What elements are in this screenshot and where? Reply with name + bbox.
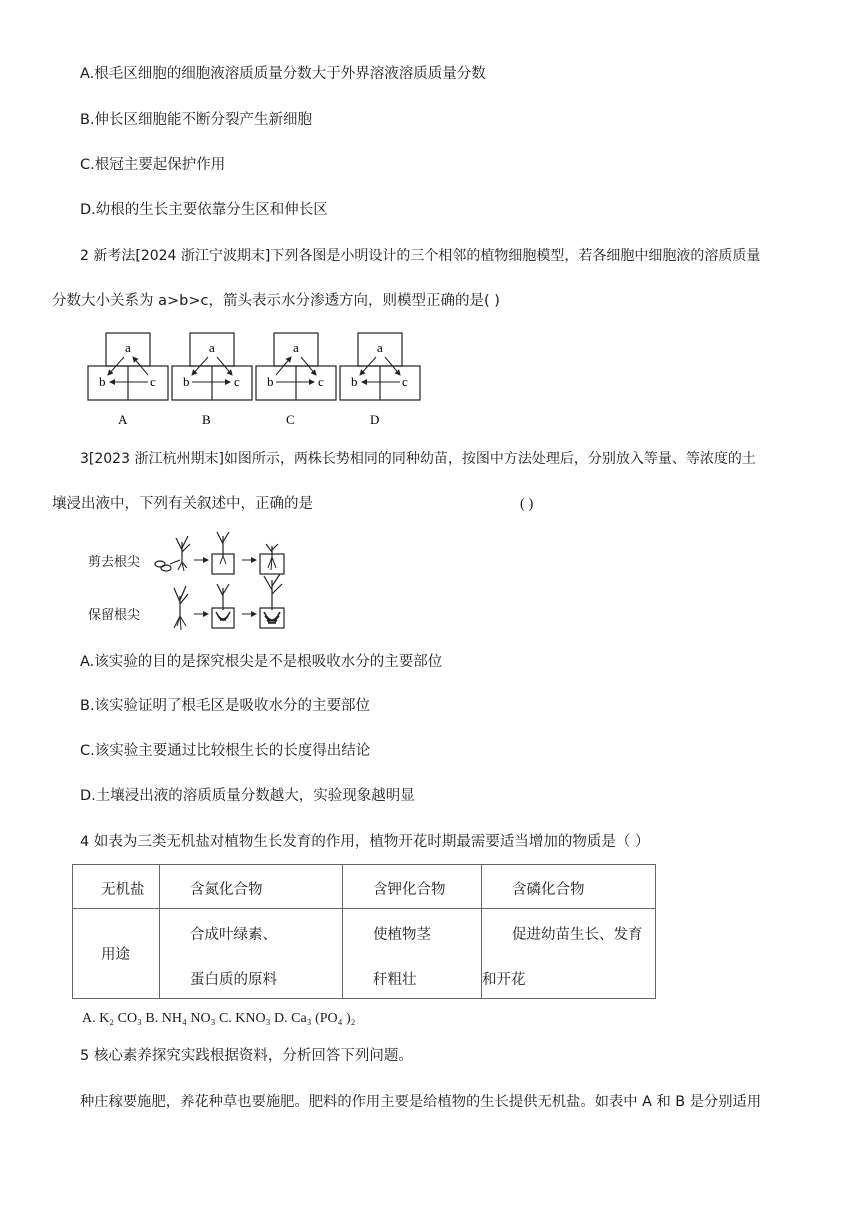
q3-option-c: C.该实验主要通过比较根生长的长度得出结论 [80,743,371,759]
q5-stem: 5 核心素养探究实践根据资料，分析回答下列问题。 [80,1048,413,1064]
potassium-use-line1: 使植物茎 [373,927,431,943]
table-header-potassium-text: 含钾化合物 [373,882,446,898]
table-header-salt-text: 无机盐 [101,882,145,898]
model-b-letter: B [202,412,211,427]
q1-option-d: D.幼根的生长主要依靠分生区和伸长区 [80,202,328,218]
phosphorus-use-line2: 和开花 [482,972,526,988]
q4-choices: A. K₂ CO₃ B. NH₄ NO₃ C. KNO₃ D. Ca₃ (PO₄ )₂ [82,1011,356,1026]
inorganic-salt-table [72,864,656,999]
q3-stem-line1: 3[2023 浙江杭州期末]如图所示，两株长势相同的同种幼苗，按图中方法处理后，分别放入等量、等浓度的土 [80,451,756,467]
q1-option-c: C.根冠主要起保护作用 [80,157,226,173]
table-header-nitrogen [160,865,343,909]
row-cut [155,532,284,574]
q2-stem-line2: 分数大小关系为 a>b>c，箭头表示水分渗透方向，则模型正确的是( ) [52,293,500,309]
table-cell-potassium-use [343,909,482,999]
model-d-label-a: a [377,340,383,355]
table-row-use-text: 用途 [101,947,130,963]
model-d [340,333,420,400]
model-c-label-c: c [318,374,324,389]
model-d-label-b: b [351,374,358,389]
model-d-letter: D [370,412,380,427]
nitrogen-use-line1: 合成叶绿素、 [190,927,277,943]
q5-text: 种庄稼要施肥，养花种草也要施肥。肥料的作用主要是给植物的生长提供无机盐。如表中 A 和 B 是分别适用 [80,1094,762,1110]
phosphorus-use-line1: 促进幼苗生长、发育 [512,927,643,943]
q3-seedling-figure [150,530,300,630]
q3-answer-paren: ( ) [520,496,534,512]
table-header-phosphorus [482,865,656,909]
q4-stem: 4 如表为三类无机盐对植物生长发育的作用，植物开花时期最需要适当增加的物质是（ ） [80,834,650,850]
potassium-use-line2: 秆粗壮 [373,972,417,988]
model-a-label-c: c [150,374,156,389]
q3-fig-label-keep: 保留根尖 [88,608,141,623]
q3-option-d: D.土壤浸出液的溶质质量分数越大，实验现象越明显 [80,788,415,804]
model-a-letter: A [118,412,128,427]
model-b-label-b: b [183,374,190,389]
row-keep [174,574,284,630]
q3-option-b: B.该实验证明了根毛区是吸收水分的主要部位 [80,698,371,714]
q3-option-a: A.该实验的目的是探究根尖是不是根吸收水分的主要部位 [80,654,443,670]
q3-stem-line2: 壤浸出液中，下列有关叙述中，正确的是 [52,496,313,512]
table-cell-nitrogen-use [160,909,343,999]
q2-cell-models-figure [82,330,422,430]
model-c-label-a: a [293,340,299,355]
q3-fig-label-cut: 剪去根尖 [88,555,141,570]
q1-option-b: B.伸长区细胞能不断分裂产生新细胞 [80,112,313,128]
model-c-letter: C [286,412,295,427]
model-a [88,333,168,400]
model-d-label-c: c [402,374,408,389]
q2-stem-line1: 2 新考法[2024 浙江宁波期末]下列各图是小明设计的三个相邻的植物细胞模型，若各细胞中细胞液的溶质质量 [80,248,761,264]
model-a-label-a: a [125,340,131,355]
table-header-nitrogen-text: 含氮化合物 [190,882,263,898]
model-b [172,333,252,400]
model-c [256,333,336,400]
table-header-potassium [343,865,482,909]
table-header-salt [73,865,160,909]
table-cell-phosphorus-use [482,909,656,999]
model-b-label-a: a [209,340,215,355]
model-b-label-c: c [234,374,240,389]
model-a-label-b: b [99,374,106,389]
table-header-phosphorus-text: 含磷化合物 [512,882,585,898]
nitrogen-use-line2: 蛋白质的原料 [190,972,277,988]
model-c-label-b: b [267,374,274,389]
q1-option-a: A.根毛区细胞的细胞液溶质质量分数大于外界溶液溶质质量分数 [80,66,486,82]
table-row-use-label [73,909,160,999]
